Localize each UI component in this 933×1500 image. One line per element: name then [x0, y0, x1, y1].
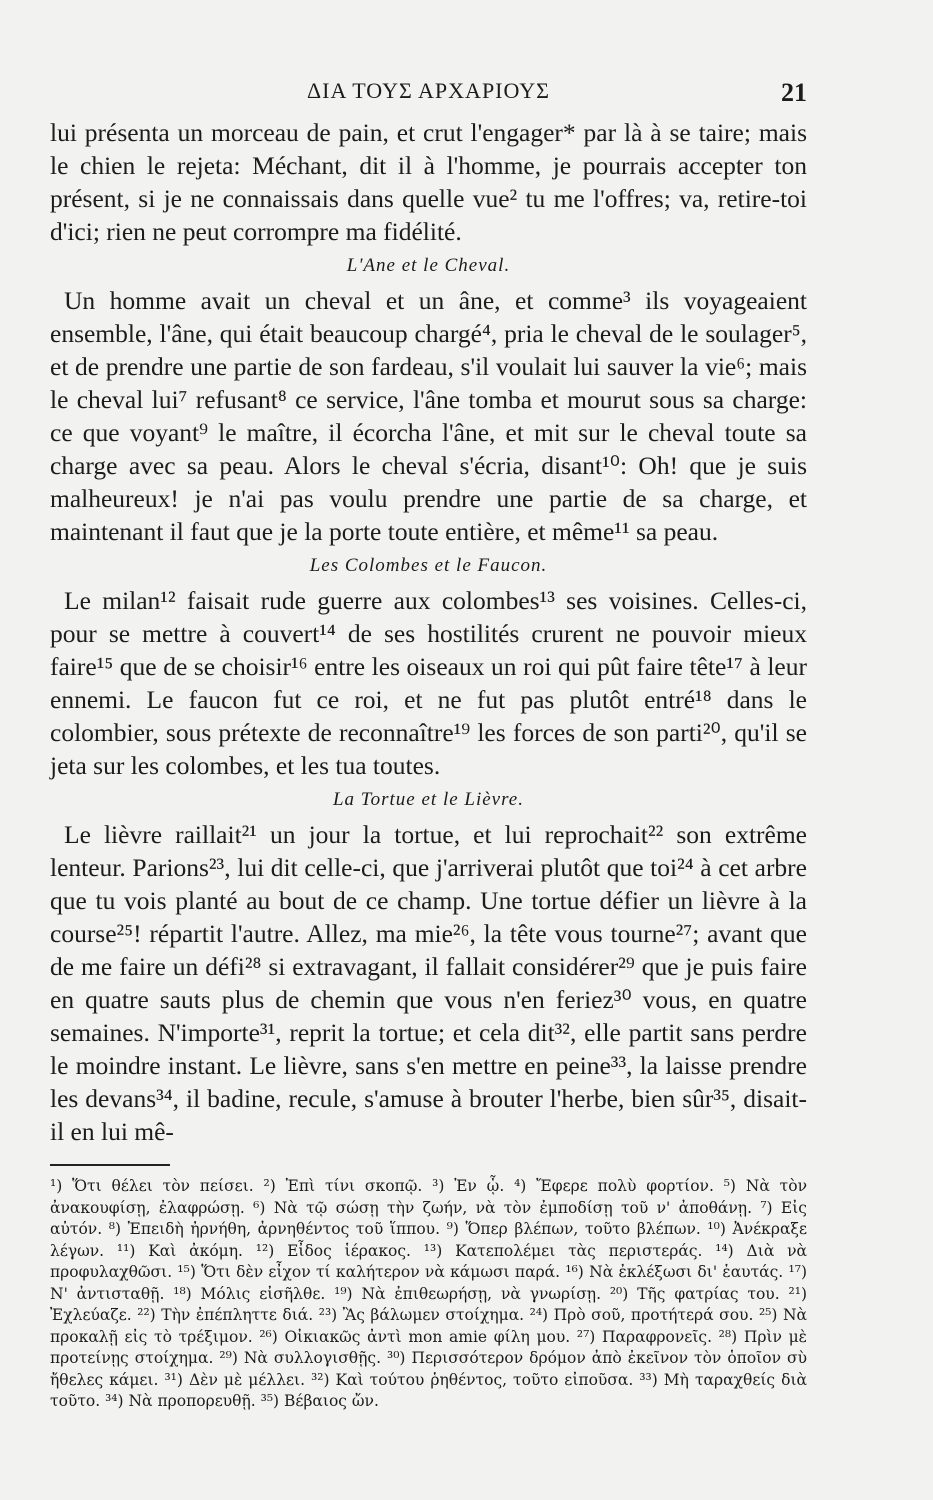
paragraph-tortue-lievre: Le lièvre raillait²¹ un jour la tortue, et lui reprochait²² son extrême lenteur. Parions²³, lui dit celle-ci, que j'arriverai plutôt que toi²⁴ à cet arbre que tu vois planté au bout de ce champ. Une tortue défier un lièvre à la course²⁵! répartit l'autre. Allez, ma mie²⁶, la tête vous tourne²⁷; avant que de me faire un défi²⁸ si extravagant, il fallait considérer²⁹ que je puis faire en quatre sauts plus de chemin que vous n'en feriez³⁰ vous, en quatre semaines. N'importe³¹, reprit la tortue; et cela dit³², elle partit sans perdre le moindre instant. Le lièvre, sans s'en mettre en peine³³, la laisse prendre les devans³⁴, il badine, recule, s'amuse à brouter l'herbe, bien sûr³⁵, disait-il en lui mê- [50, 820, 807, 1146]
page-header [50, 78, 807, 112]
footnotes-text: ¹) Ὅτι θέλει τὸν πείσει. ²) Ἐπὶ τίνι σκοπῷ. ³) Ἐν ᾧ. ⁴) Ἔφερε πολὺ φορτίον. ⁵) Νὰ τὸν ἀνακουφίσῃ, ἐλαφρώσῃ. ⁶) Νὰ τῷ σώσῃ τὴν ζωήν, νὰ τὸν ἐμποδίσῃ τοῦ ν' ἀποθάνῃ. ⁷) Εἰς αὐτόν. ⁸) Ἐπειδὴ ἠρνήθη, ἀρνηθέντος τοῦ ἵππου. ⁹) Ὅπερ βλέπων, τοῦτο βλέπων. ¹⁰) Ἀνέκραξε λέγων. ¹¹) Καὶ ἀκόμη. ¹²) Εἶδος ἱέρακος. ¹³) Κατεπολέμει τὰς περιστεράς. ¹⁴) Διὰ νὰ προφυλαχθῶσι. ¹⁵) Ὅτι δὲν εἶχον τί καλήτερον νὰ κάμωσι παρά. ¹⁶) Νὰ ἐκλέξωσι δι' ἑαυτάς. ¹⁷) Ν' ἀντισταθῇ. ¹⁸) Μόλις εἰσῆλθε. ¹⁹) Νὰ ἐπιθεωρήσῃ, νὰ γνωρίσῃ. ²⁰) Τῆς φατρίας του. ²¹) Ἐχλεύαζε. ²²) Τὴν ἐπέπληττε διά. ²³) Ἂς βάλωμεν στοίχημα. ²⁴) Πρὸ σοῦ, προτήτερά σου. ²⁵) Νὰ προκαλῇ εἰς τὸ τρέξιμον. ²⁶) Οἰκιακῶς ἀντὶ mon amie φίλη μου. ²⁷) Παραφρονεῖς. ²⁸) Πρὶν μὲ προτείνῃς στοίχημα. ²⁹) Νὰ συλλογισθῇς. ³⁰) Περισσότερον δρόμον ἀπὸ ἐκεῖνον τὸν ὁποῖον σὺ ἤθελες κάμει. ³¹) Δὲν μὲ μέλλει. ³²) Καὶ τούτου ῥηθέντος, τοῦτο εἰποῦσα. ³³) Μὴ ταραχθείς διὰ τοῦτο. ³⁴) Νὰ προπορευθῇ. ³⁵) Βέβαιος ὤν. [50, 1177, 807, 1410]
body-text [50, 116, 807, 1148]
story-title-colombes-faucon: Les Colombes et le Faucon. [309, 555, 548, 576]
footnote-divider [50, 1164, 170, 1166]
running-title: ΔΙΑ ΤΟΥΣ ΑΡΧΑΡΙΟΥΣ [306, 78, 550, 103]
paragraph-dog-ending: lui présenta un morceau de pain, et crut l'engager* par là à se taire; mais le chien le rejeta: Méchant, dit il à l'homme, je pourrais accepter ton présent, si je ne connaissais dans quelle vue² tu me l'offres; va, retire-toi d'ici; rien ne peut corrompre ma fidélité. [50, 118, 807, 246]
page-number: 21 [781, 78, 807, 107]
story-title-ane-cheval: L'Ane et le Cheval. [346, 255, 511, 276]
story-title-tortue-lievre: La Tortue et le Lièvre. [332, 789, 524, 810]
paragraph-ane-cheval: Un homme avait un cheval et un âne, et comme³ ils voyageaient ensemble, l'âne, qui était beaucoup chargé⁴, pria le cheval de le soulager⁵, et de prendre une partie de son fardeau, s'il voulait lui sauver la vie⁶; mais le cheval lui⁷ refusant⁸ ce service, l'âne tomba et mourut sous sa charge: ce que voyant⁹ le maître, il écorcha l'âne, et mit sur le cheval toute sa charge avec sa peau. Alors le cheval s'écria, disant¹⁰: Oh! que je suis malheureux! je n'ai pas voulu prendre une partie de sa charge, et maintenant il faut que je la porte toute entière, et même¹¹ sa peau. [50, 286, 807, 546]
footnotes [50, 1176, 807, 1413]
paragraph-colombes-faucon: Le milan¹² faisait rude guerre aux colombes¹³ ses voisines. Celles-ci, pour se mettre à couvert¹⁴ de ses hostilités crurent ne pouvoir mieux faire¹⁵ que de se choisir¹⁶ entre les oiseaux un roi qui pût faire tête¹⁷ à leur ennemi. Le faucon fut ce roi, et ne fut pas plutôt entré¹⁸ dans le colombier, sous prétexte de reconnaître¹⁹ les forces de son parti²⁰, qu'il se jeta sur les colombes, et les tua toutes. [50, 586, 807, 780]
